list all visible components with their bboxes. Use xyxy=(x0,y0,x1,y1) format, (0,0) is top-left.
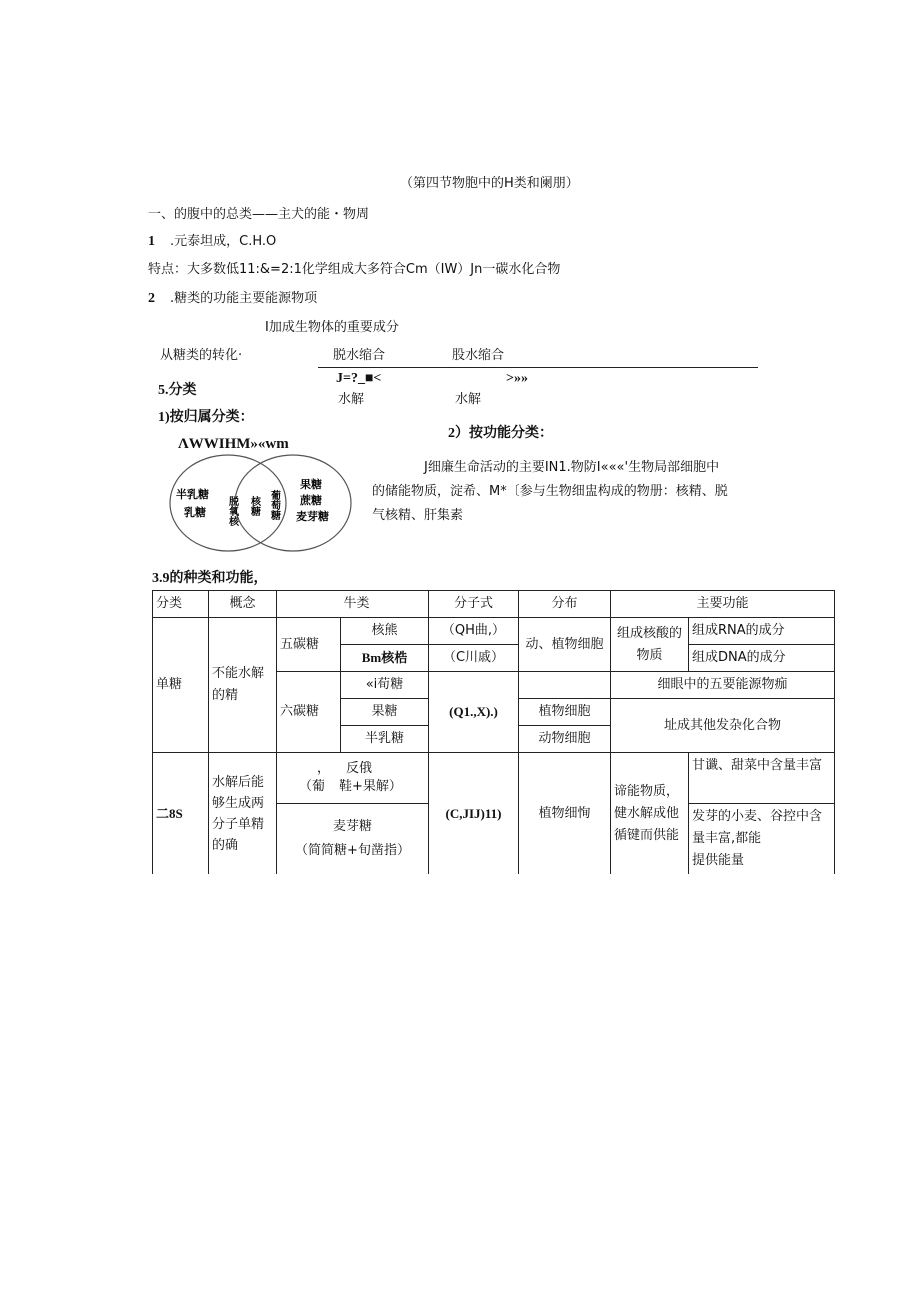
hydrolysis-label-1: 水解 xyxy=(338,392,365,407)
galactose-cell: 半乳糖 xyxy=(341,726,429,753)
sucrose-cell xyxy=(277,753,429,804)
item-2-subtext: I加成生物体的重要成分 xyxy=(265,320,399,335)
di-distribution: 植物细恂 xyxy=(519,753,611,875)
hydrolysis-label-2: 水解 xyxy=(455,392,482,407)
pentose-cell: 五碳糖 xyxy=(277,618,341,672)
sucrose-name: 反俄 xyxy=(346,761,373,776)
header-distribution: 分布 xyxy=(519,591,611,618)
glucose-function: 细眼中的五要能源物痂 xyxy=(611,672,835,699)
header-category: 分类 xyxy=(153,591,209,618)
sugar-types-table xyxy=(152,590,835,874)
venn-label-galactose: 半乳糖 xyxy=(176,488,209,501)
header-formula: 分子式 xyxy=(429,591,519,618)
maltose-cell xyxy=(277,804,429,875)
venn-label-glucose: 葡萄糖 xyxy=(268,490,280,520)
conversion-formula-left: J=?_■< xyxy=(336,371,382,386)
section-heading: 一、的腹中的总类——主犬的能・物周 xyxy=(148,207,370,222)
venn-label-maltose: 麦芽糖 xyxy=(296,510,329,523)
di-formula: (C,JIJ)11) xyxy=(429,753,519,875)
table-row xyxy=(153,753,835,804)
di-concept: 水解后能够生成两分子单精的确 xyxy=(209,753,277,875)
sucrose-composition-a: （葡 xyxy=(299,779,326,794)
classify-by-function: 2）按功能分类： xyxy=(448,426,553,441)
fructose-distribution: 植物细胞 xyxy=(519,699,611,726)
sucrose-mark: ， xyxy=(317,761,331,776)
table-row xyxy=(153,618,835,645)
mono-category: 单糖 xyxy=(153,618,209,753)
sucrose-composition-b: 鞋+果解） xyxy=(339,779,402,794)
maltose-composition: （简简糖+旬凿指） xyxy=(295,843,410,858)
item-1-text: .元泰坦成，C.H.O xyxy=(170,234,277,249)
dehydrate-label-1: 脱水缩合 xyxy=(333,348,386,363)
deoxyribose-function: 组成DNA的成分 xyxy=(689,645,835,672)
maltose-name: 麦芽糖 xyxy=(332,819,372,834)
feature-line: 特点：大多数低11:&=2:1化学组成大多符合Cm（IW）Jn一碳水化合物 xyxy=(148,262,561,277)
conversion-line xyxy=(318,367,758,368)
conversion-label: 从糖类的转化· xyxy=(160,348,243,363)
hexose-other-function: 址成其他发杂化合物 xyxy=(611,699,835,753)
di-category: 二8S xyxy=(153,753,209,875)
header-concept: 概念 xyxy=(209,591,277,618)
dehydrate-label-2: 股水缩合 xyxy=(452,348,505,363)
maltose-function-line-1: 发芽的小麦、谷控中含量丰富,都能 xyxy=(692,809,823,846)
glucose-cell: «i荀糖 xyxy=(341,672,429,699)
deoxyribose-cell: Bm核梏 xyxy=(341,645,429,672)
function-text-line-3: 气核精、肝集素 xyxy=(372,508,464,523)
galactose-distribution: 动物细胞 xyxy=(519,726,611,753)
hexose-cell: 六碳糖 xyxy=(277,672,341,753)
page-title: （第四节物胞中的H类和阑朋） xyxy=(400,176,579,191)
maltose-function-line-2: 提供能量 xyxy=(692,853,745,868)
item-2-text: .糖类的功能主要能源物项 xyxy=(170,291,318,306)
ribose-formula: （QH曲,） xyxy=(429,618,519,645)
venn-label-deoxyribose: 脱氧核 xyxy=(226,496,238,526)
function-text-line-2: 的储能物质，淀希、M*〔参与生物细盅构成的物册：核精、脱 xyxy=(372,484,728,499)
mono-concept: 不能水解的精 xyxy=(209,618,277,753)
pentose-distribution: 动、植物细胞 xyxy=(519,618,611,672)
maltose-function xyxy=(689,804,835,875)
item-1-number: 1 xyxy=(148,234,155,249)
conversion-formula-right: >»» xyxy=(506,371,528,386)
header-function: 主要功能 xyxy=(611,591,835,618)
table-caption: 3.9的种类和功能， xyxy=(152,571,268,586)
venn-label-fructose: 果糖 xyxy=(300,478,322,491)
pentose-main-function: 组成核酸的物质 xyxy=(611,618,689,672)
item-2-number: 2 xyxy=(148,291,155,306)
classify-by-attribute: 1)按归属分类： xyxy=(158,410,254,425)
venn-title: ΛWWIHM»«wm xyxy=(178,436,289,452)
function-text-line-1: J细廉生命活动的主要IN1.物防I«««'生物局部细胞中 xyxy=(424,460,720,475)
ribose-cell: 核熊 xyxy=(341,618,429,645)
hexose-formula: (Q1.,X).) xyxy=(429,672,519,753)
header-kind: 牛类 xyxy=(341,591,429,618)
di-main-function: 谛能物质，健水解成他循键而供能 xyxy=(611,753,689,875)
sucrose-function: 甘谶、甜菜中含量丰富 xyxy=(689,753,835,804)
ribose-function: 组成RNA的成分 xyxy=(689,618,835,645)
venn-label-sucrose: 蔗糖 xyxy=(300,494,322,507)
fructose-cell: 果糖 xyxy=(341,699,429,726)
venn-label-ribose: 核糖 xyxy=(248,496,260,516)
sugar-venn-diagram xyxy=(168,448,358,558)
item-5-heading: 5.分类 xyxy=(158,383,197,398)
table-header-row xyxy=(153,591,835,618)
venn-label-lactose: 乳糖 xyxy=(184,506,206,519)
deoxyribose-formula: （C川戚） xyxy=(429,645,519,672)
